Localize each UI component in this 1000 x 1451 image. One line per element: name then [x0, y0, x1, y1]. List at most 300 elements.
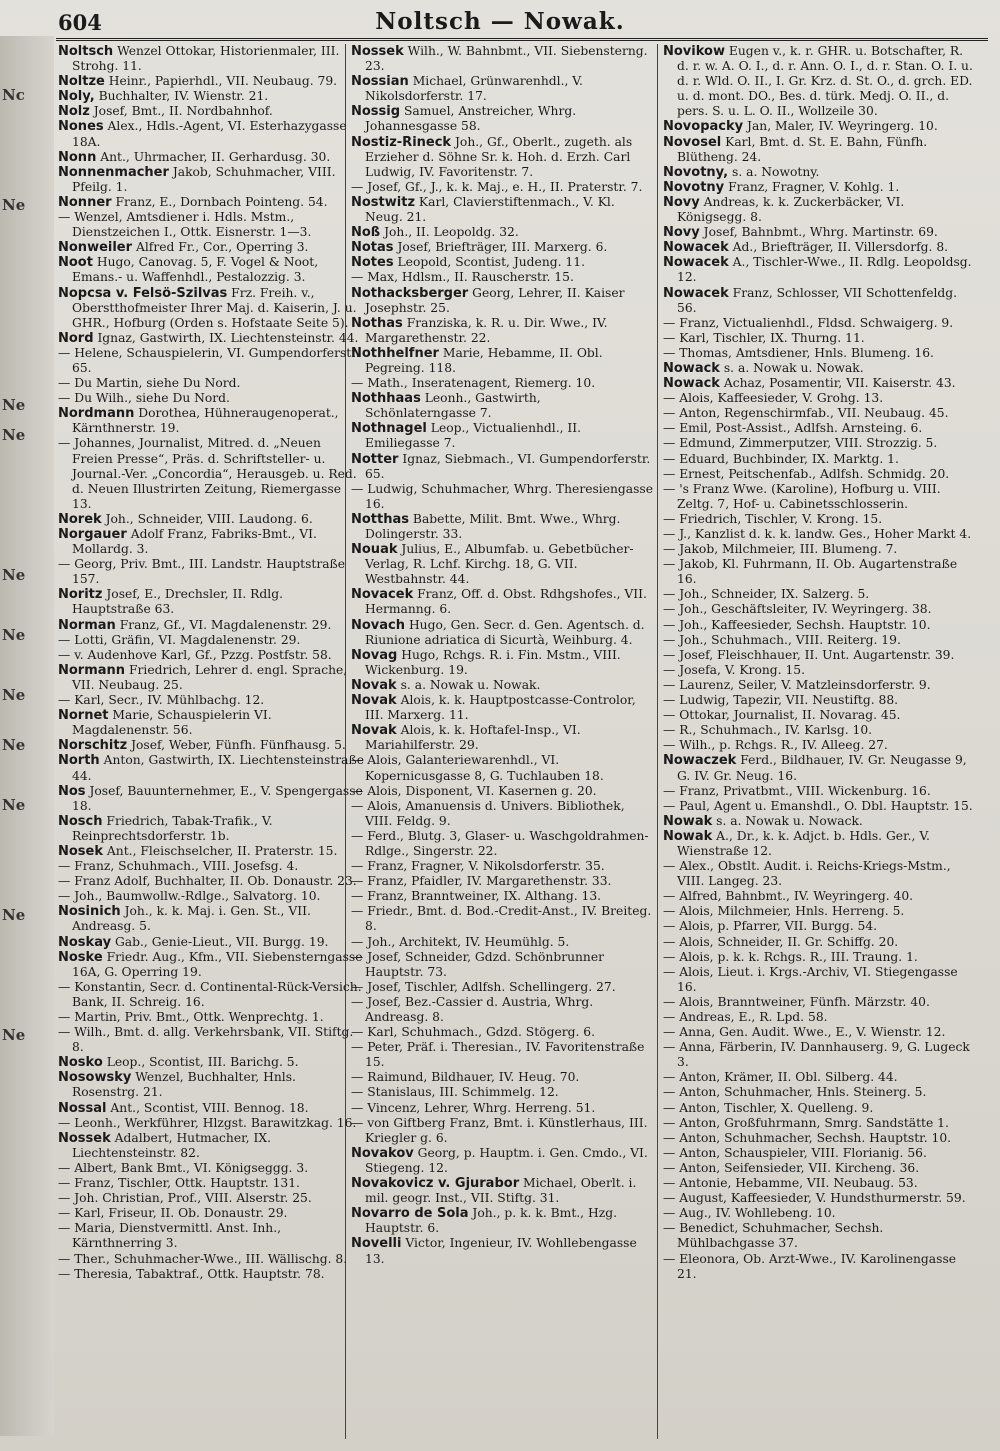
- directory-entry: [663, 648, 975, 663]
- entry-details: — Joh., Schneider, IX. Salzerg. 5.: [663, 587, 870, 602]
- entry-details: Josef, E., Drechsler, II. Rdlg. Hauptstraße 63.: [72, 587, 283, 617]
- column-2: [351, 44, 654, 1444]
- directory-entry: [351, 482, 654, 512]
- entry-details: — Josef, Tischler, Adlfsh. Schellingerg. 27.: [351, 979, 616, 994]
- directory-entry: [58, 693, 364, 708]
- directory-entry: [58, 74, 364, 89]
- entry-details: Jakob, Schuhmacher, VIII. Pfeilg. 1.: [72, 164, 336, 194]
- entry-details: Heinr., Papierhdl., VII. Neubaug. 79.: [104, 74, 338, 89]
- directory-entry: [58, 1221, 364, 1251]
- entry-details: Alois, k. k. Hauptpostcasse-Controlor, III. Marxerg. 11.: [365, 693, 636, 723]
- entry-details: — Josef, Gf., J., k. k. Maj., e. H., II. Praterstr. 7.: [351, 179, 643, 194]
- directory-entry: [351, 829, 654, 859]
- header-rule: [56, 38, 988, 41]
- directory-entry: [663, 391, 975, 406]
- directory-entry: [58, 89, 364, 104]
- directory-entry: [663, 1146, 975, 1161]
- entry-details: — Franz, Privatbmt., VIII. Wickenburg. 16.: [663, 783, 931, 798]
- directory-entry: [663, 316, 975, 331]
- entry-surname: Novosel: [663, 134, 722, 150]
- entry-surname: Nowak: [663, 828, 713, 844]
- directory-entry: [58, 1161, 364, 1176]
- entry-details: Joh., II. Leopoldg. 32.: [380, 225, 519, 240]
- entry-details: — von Giftberg Franz, Bmt. i. Künstlerhaus, III. Kriegler g. 6.: [351, 1115, 648, 1145]
- directory-entry: [58, 376, 364, 391]
- entry-details: Ignaz, Gastwirth, IX. Liechtensteinstr. 44.: [93, 330, 359, 345]
- directory-entry: [663, 723, 975, 738]
- directory-entry: [58, 1055, 364, 1070]
- entry-surname: Nonn: [58, 149, 97, 165]
- directory-entry: [58, 512, 364, 527]
- directory-entry: [663, 361, 975, 376]
- directory-entry: [351, 225, 654, 240]
- entry-details: — Alois, Branntweiner, Fünfh. Märzstr. 40.: [663, 994, 930, 1009]
- entry-surname: Nothhaas: [351, 391, 421, 407]
- entry-details: Josef, Bauunternehmer, E., V. Spengergasse 18.: [72, 783, 363, 813]
- entry-details: Gab., Genie-Lieut., VII. Burgg. 19.: [111, 934, 329, 949]
- entry-details: — Wilh., p. Rchgs. R., IV. Alleeg. 27.: [663, 738, 888, 753]
- entry-details: Julius, E., Albumfab. u. Gebetbücher-Verlag, R. Lchf. Kirchg. 18, G. VII. Westbahnstr. 44.: [365, 542, 634, 587]
- entry-details: — Ther., Schuhmacher-Wwe., III. Wällischg. 8.: [58, 1251, 348, 1266]
- entry-details: — Anton, Tischler, X. Quelleng. 9.: [663, 1100, 874, 1115]
- entry-details: — Karl, Schuhmach., Gdzd. Stögerg. 6.: [351, 1025, 596, 1040]
- directory-entry: [663, 814, 975, 829]
- entry-details: Franz, Gf., VI. Magdalenenstr. 29.: [115, 617, 332, 632]
- directory-entry: [351, 135, 654, 180]
- entry-details: — Alois, Schneider, II. Gr. Schiffg. 20.: [663, 934, 899, 949]
- directory-entry: [663, 1191, 975, 1206]
- directory-entry: [351, 346, 654, 376]
- entry-details: Andreas, k. k. Zuckerbäcker, VI. Königsegg. 8.: [677, 194, 905, 225]
- entry-details: Ferd., Bildhauer, IV. Gr. Neugasse 9, G. IV. Gr. Neug. 16.: [677, 753, 967, 783]
- margin-mark: Ne: [2, 626, 26, 644]
- entry-surname: Novakovicz v. Gjurabor: [351, 1176, 520, 1192]
- directory-entry: [663, 165, 975, 180]
- entry-details: — Du Martin, siehe Du Nord.: [58, 376, 241, 391]
- directory-entry: [663, 753, 975, 783]
- directory-entry: [58, 150, 364, 165]
- directory-entry: [351, 391, 654, 421]
- entry-details: Georg, Lehrer, II. Kaiser Josephstr. 25.: [365, 285, 625, 315]
- directory-entry: [663, 1176, 975, 1191]
- entry-details: Hugo, Canovag. 5, F. Vogel & Noot, Emans.- u. Waffenhdl., Pestalozzig. 3.: [72, 255, 319, 285]
- entry-details: — Joh., Schuhmach., VIII. Reiterg. 19.: [663, 632, 901, 647]
- entry-details: Franziska, k. R. u. Dir. Wwe., IV. Margarethenstr. 22.: [365, 315, 608, 345]
- directory-entry: [351, 587, 654, 617]
- directory-entry: [351, 452, 654, 482]
- entry-details: — August, Kaffeesieder, V. Hundsthurmerstr. 59.: [663, 1191, 966, 1206]
- entry-details: — Karl, Secr., IV. Mühlbachg. 12.: [58, 693, 265, 708]
- entry-details: — Max, Hdlsm., II. Rauscherstr. 15.: [351, 270, 574, 285]
- entry-details: — Anton, Schuhmacher, Hnls. Steinerg. 5.: [663, 1085, 927, 1100]
- page-header: [0, 4, 1000, 38]
- entry-details: Frz. Freih. v., Oberstthofmeister Ihrer Maj. d. Kaiserin, J. u. GHR., Hofburg (Orden s. Hofstaate Seite 5).: [72, 285, 357, 330]
- entry-details: — Joh., Kaffeesieder, Sechsh. Hauptstr. 10.: [663, 617, 931, 632]
- entry-details: — Josef, Schneider, Gdzd. Schönbrunner Hauptstr. 73.: [351, 949, 604, 979]
- directory-entry: [351, 195, 654, 225]
- entry-surname: Norgauer: [58, 527, 127, 542]
- entry-surname: Novopacky: [663, 119, 744, 135]
- entry-details: — Alex., Obstlt. Audit. i. Reichs-Kriegs-Mstm., VIII. Langeg. 23.: [663, 859, 951, 889]
- directory-entry: [663, 44, 975, 119]
- directory-entry: [58, 814, 364, 844]
- directory-entry: [58, 195, 364, 210]
- directory-entry: [663, 889, 975, 904]
- entry-details: Buchhalter, IV. Wienstr. 21.: [94, 89, 269, 104]
- entry-details: Franz, Fragner, V. Kohlg. 1.: [724, 179, 900, 194]
- directory-entry: [663, 950, 975, 965]
- entry-details: — Franz, Tischler, Ottk. Hauptstr. 131.: [58, 1176, 300, 1191]
- directory-entry: [663, 452, 975, 467]
- entry-details: — Martin, Priv. Bmt., Ottk. Wenprechtg. 1.: [58, 1010, 324, 1024]
- page-title: Noltsch — Nowak.: [375, 8, 625, 35]
- entry-details: — Leonh., Werkführer, Hlzgst. Barawitzkag. 16.: [58, 1115, 357, 1130]
- entry-details: — Eleonora, Ob. Arzt-Wwe., IV. Karolinengasse 21.: [663, 1251, 957, 1281]
- entry-details: s. a. Nowak u. Nowak.: [396, 677, 541, 692]
- entry-details: Anton, Gastwirth, IX. Liechtensteinstraße 44.: [72, 753, 364, 783]
- directory-entry: [58, 1010, 364, 1025]
- entry-details: Marie, Schauspielerin VI. Magdalenenstr. 56.: [72, 708, 272, 738]
- directory-entry: [663, 346, 975, 361]
- entry-details: — Friedr., Bmt. d. Bod.-Credit-Anst., IV. Breiteg. 8.: [351, 904, 652, 934]
- entry-details: Hugo, Gen. Secr. d. Gen. Agentsch. d. Riunione adriatica di Sicurtà, Weihburg. 4.: [365, 617, 645, 647]
- directory-entry: [351, 980, 654, 995]
- column-divider: [657, 44, 658, 1439]
- directory-entry: [663, 995, 975, 1010]
- entry-details: Joh., p. k. k. Bmt., Hzg. Hauptstr. 6.: [365, 1206, 617, 1236]
- directory-entry: [58, 587, 364, 617]
- entry-details: Wenzel, Buchhalter, Hnls. Rosenstrg. 21.: [72, 1070, 296, 1100]
- entry-details: — Alois, p. Pfarrer, VII. Burgg. 54.: [663, 919, 878, 934]
- directory-entry: [58, 165, 364, 195]
- entry-surname: Nothas: [351, 315, 403, 331]
- directory-entry: [351, 376, 654, 391]
- entry-details: — Wilh., Bmt. d. allg. Verkehrsbank, VII. Stiftg. 8.: [58, 1025, 354, 1055]
- entry-details: — Benedict, Schuhmacher, Sechsh. Mühlbachgasse 37.: [663, 1221, 884, 1251]
- entry-surname: Nossek: [351, 44, 404, 59]
- directory-entry: [663, 738, 975, 753]
- entry-details: Alex., Hdls.-Agent, VI. Esterhazygasse 18A.: [72, 119, 347, 149]
- entry-details: Joh., Gf., Oberlt., zugeth. als Erzieher d. Söhne Sr. k. Hoh. d. Erzh. Carl Ludwig, IV. Favoritenstr. 7.: [365, 134, 633, 179]
- entry-details: — Franz, Schuhmach., VIII. Josefsg. 4.: [58, 859, 299, 874]
- directory-entry: [663, 965, 975, 995]
- directory-entry: [351, 950, 654, 980]
- directory-entry: [663, 406, 975, 421]
- entry-surname: Novotny,: [663, 164, 729, 180]
- entry-surname: Novacek: [351, 587, 414, 603]
- directory-entry: [663, 859, 975, 889]
- entry-surname: Novak: [351, 723, 397, 739]
- entry-details: Babette, Milit. Bmt. Wwe., Whrg. Dolingerstr. 33.: [365, 511, 621, 541]
- entry-details: — Lotti, Gräfin, VI. Magdalenenstr. 29.: [58, 632, 301, 647]
- entry-surname: Novy: [663, 225, 700, 241]
- directory-entry: [351, 44, 654, 74]
- entry-details: — Ferd., Blutg. 3, Glaser- u. Waschgoldrahmen-Rdlge., Singerstr. 22.: [351, 828, 649, 858]
- entry-details: — Albert, Bank Bmt., VI. Königseggg. 3.: [58, 1160, 309, 1175]
- directory-entry: [58, 753, 364, 783]
- entry-surname: Nosinich: [58, 904, 121, 920]
- entry-details: — Anton, Regenschirmfab., VII. Neubaug. 45.: [663, 406, 949, 421]
- directory-entry: [351, 74, 654, 104]
- entry-surname: Noltsch: [58, 44, 114, 59]
- left-margin-strip: [0, 36, 54, 1436]
- entry-surname: Novikow: [663, 44, 725, 59]
- entry-details: Adalbert, Hutmacher, IX. Liechtensteinstr. 82.: [72, 1130, 271, 1160]
- entry-surname: Nornet: [58, 708, 109, 724]
- entry-details: — Joh., Architekt, IV. Heumühlg. 5.: [351, 934, 570, 949]
- entry-details: Karl, Clavierstiftenmach., V. Kl. Neug. 21.: [365, 194, 615, 225]
- entry-details: — Franz, Fragner, V. Nikolsdorferstr. 35.: [351, 859, 605, 874]
- directory-entry: [351, 693, 654, 723]
- entry-surname: Nothnagel: [351, 421, 427, 437]
- entry-surname: North: [58, 753, 100, 769]
- entry-details: — 's Franz Wwe. (Karoline), Hofburg u. VIII. Zeltg. 7, Hof- u. Cabinetsschlosserin.: [663, 481, 941, 511]
- entry-details: — Maria, Dienstvermittl. Anst. Inh., Kärnthnerring 3.: [58, 1221, 282, 1251]
- column-3: [663, 44, 975, 1444]
- entry-details: — Andreas, E., R. Lpd. 58.: [663, 1010, 828, 1024]
- entry-details: Wilh., W. Bahnbmt., VII. Siebensterng. 23.: [365, 44, 648, 74]
- entry-details: — Antonie, Hebamme, VII. Neubaug. 53.: [663, 1176, 918, 1191]
- directory-entry: [351, 723, 654, 753]
- directory-entry: [663, 1206, 975, 1221]
- directory-entry: [351, 542, 654, 587]
- entry-details: Samuel, Anstreicher, Whrg. Johannesgasse 58.: [365, 104, 577, 134]
- directory-entry: [663, 1221, 975, 1251]
- entry-surname: Nossig: [351, 104, 401, 120]
- entry-details: Ad., Briefträger, II. Villersdorfg. 8.: [728, 240, 949, 255]
- entry-details: — Anna, Gen. Audit. Wwe., E., V. Wienstr. 12.: [663, 1025, 946, 1040]
- directory-entry: [663, 557, 975, 587]
- directory-entry: [351, 678, 654, 693]
- entry-details: s. a. Nowotny.: [728, 164, 820, 179]
- entry-details: Ant., Fleischselcher, II. Praterstr. 15.: [103, 843, 338, 858]
- entry-details: — Ludwig, Tapezir, VII. Neustiftg. 88.: [663, 693, 899, 708]
- entry-surname: Nord: [58, 330, 94, 346]
- directory-entry: [663, 225, 975, 240]
- directory-entry: [663, 784, 975, 799]
- directory-entry: [58, 346, 364, 376]
- entry-details: Leop., Victualienhdl., II. Emiliegasse 7.: [365, 421, 582, 451]
- entry-surname: Nordmann: [58, 406, 135, 422]
- directory-entry: [663, 708, 975, 723]
- entry-surname: Noske: [58, 949, 103, 965]
- directory-entry: [58, 1101, 364, 1116]
- entry-details: Alfred Fr., Cor., Operring 3.: [132, 240, 309, 255]
- entry-details: Alois, k. k. Hoftafel-Insp., VI. Mariahilferstr. 29.: [365, 723, 581, 753]
- entry-details: A., Dr., k. k. Adjct. b. Hdls. Ger., V. Wienstraße 12.: [677, 828, 930, 858]
- directory-entry: [351, 1101, 654, 1116]
- entry-details: — Franz Adolf, Buchhalter, II. Ob. Donaustr. 23.: [58, 874, 357, 889]
- directory-entry: [58, 1191, 364, 1206]
- directory-entry: [663, 542, 975, 557]
- entry-details: — v. Audenhove Karl, Gf., Pzzg. Postfstr. 58.: [58, 647, 332, 662]
- directory-entry: [351, 935, 654, 950]
- directory-entry: [58, 980, 364, 1010]
- directory-entry: [58, 889, 364, 904]
- entry-details: — Alois, Amanuensis d. Univers. Bibliothek, VIII. Feldg. 9.: [351, 798, 625, 828]
- entry-details: Franz, Off. d. Obst. Rdhgshofes., VII. Hermanng. 6.: [365, 587, 647, 617]
- directory-entry: [351, 904, 654, 934]
- directory-entry: [663, 467, 975, 482]
- directory-entry: [58, 436, 364, 511]
- entry-details: — Anton, Schauspieler, VIII. Florianig. 56.: [663, 1145, 927, 1160]
- entry-details: Leop., Scontist, III. Barichg. 5.: [102, 1055, 299, 1070]
- entry-details: — Jakob, Milchmeier, III. Blumeng. 7.: [663, 542, 898, 557]
- directory-entry: [663, 1010, 975, 1025]
- entry-details: — Anton, Krämer, II. Obl. Silberg. 44.: [663, 1070, 898, 1085]
- entry-details: — Karl, Friseur, II. Ob. Donaustr. 29.: [58, 1206, 288, 1221]
- entry-details: Eugen v., k. r. GHR. u. Botschafter, R. d. r. w. A. O. I., d. r. Ann. O. I., d. r. Stan. O. I. u. d. r. Wld. O. II., I. Gr. Krz. d. St. O., d. grch. ED. u. d. mont. DO., Bes. d. türk. Medj. O. II., d. pers. S. u. L. O. II., Wollzeile 30.: [677, 44, 973, 119]
- directory-entry: [663, 1101, 975, 1116]
- entry-details: — Georg, Priv. Bmt., III. Landstr. Hauptstraße 157.: [58, 557, 346, 587]
- entry-surname: Nonnenmacher: [58, 164, 169, 180]
- directory-entry: [663, 527, 975, 542]
- entry-surname: Nonner: [58, 194, 112, 210]
- entry-surname: Nolz: [58, 104, 90, 120]
- entry-details: Franz, E., Dornbach Pointeng. 54.: [111, 194, 328, 209]
- entry-details: — Paul, Agent u. Emanshdl., O. Dbl. Hauptstr. 15.: [663, 798, 973, 813]
- directory-entry: [351, 1116, 654, 1146]
- entry-surname: Noß: [351, 225, 381, 241]
- entry-surname: Novach: [351, 617, 406, 633]
- entry-surname: Nosowsky: [58, 1070, 132, 1086]
- directory-entry: [663, 602, 975, 617]
- margin-mark: Ne: [2, 796, 26, 814]
- entry-details: Michael, Grünwarenhdl., V. Nikolsdorferstr. 17.: [365, 74, 583, 104]
- entry-details: — Konstantin, Secr. d. Continental-Rück-Versich. Bank, II. Schreig. 16.: [58, 979, 362, 1009]
- entry-surname: Notes: [351, 255, 394, 271]
- entry-details: — Emil, Post-Assist., Adlfsh. Arnsteing. 6.: [663, 421, 923, 436]
- directory-entry: [351, 1176, 654, 1206]
- entry-surname: Noskay: [58, 934, 112, 950]
- directory-entry: [351, 1146, 654, 1176]
- directory-entry: [58, 1131, 364, 1161]
- entry-details: s. a. Nowak u. Nowack.: [712, 813, 863, 828]
- directory-entry: [58, 286, 364, 331]
- entry-surname: Notthas: [351, 511, 410, 527]
- directory-entry: [58, 119, 364, 149]
- entry-details: — Josef, Bez.-Cassier d. Austria, Whrg. Andreasg. 8.: [351, 994, 594, 1024]
- directory-entry: [663, 799, 975, 814]
- directory-entry: [663, 1161, 975, 1176]
- entry-surname: Notas: [351, 240, 394, 256]
- entry-details: Josef, Bahnbmt., Whrg. Martinstr. 69.: [699, 225, 938, 240]
- directory-entry: [58, 874, 364, 889]
- entry-surname: Nos: [58, 783, 86, 799]
- directory-entry: [351, 1040, 654, 1070]
- directory-entry: [663, 331, 975, 346]
- directory-entry: [663, 693, 975, 708]
- entry-surname: Nothacksberger: [351, 285, 469, 301]
- directory-entry: [663, 436, 975, 451]
- entry-surname: Nones: [58, 119, 104, 135]
- entry-surname: Nosek: [58, 843, 104, 859]
- entry-details: Ignaz, Siebmach., VI. Gumpendorferstr. 65.: [365, 451, 651, 481]
- directory-entry: [663, 1040, 975, 1070]
- entry-surname: Noltze: [58, 74, 105, 90]
- directory-entry: [58, 44, 364, 74]
- directory-entry: [351, 995, 654, 1025]
- directory-entry: [58, 859, 364, 874]
- entry-surname: Nouak: [351, 542, 398, 558]
- entry-details: — Franz, Branntweiner, IX. Althang. 13.: [351, 889, 602, 904]
- entry-details: Ant., Uhrmacher, II. Gerhardusg. 30.: [96, 149, 331, 164]
- entry-details: Marie, Hebamme, II. Obl. Pegreing. 118.: [365, 345, 603, 375]
- entry-details: — Josefa, V. Krong. 15.: [663, 662, 806, 677]
- entry-surname: Nowacek: [663, 285, 729, 301]
- entry-details: Wenzel Ottokar, Historienmaler, III. Strohg. 11.: [72, 44, 340, 74]
- entry-surname: Nossek: [58, 1130, 111, 1146]
- directory-entry: [58, 1176, 364, 1191]
- entry-details: — Theresia, Tabaktraf., Ottk. Hauptstr. 78.: [58, 1266, 325, 1281]
- entry-details: — Ernest, Peitschenfab., Adlfsh. Schmidg. 20.: [663, 466, 950, 481]
- directory-entry: [351, 1085, 654, 1100]
- entry-details: Joh., Schneider, VIII. Laudong. 6.: [101, 511, 313, 526]
- entry-details: — Joh., Baumwollw.-Rdlge., Salvatorg. 10.: [58, 889, 321, 904]
- entry-details: — Alois, Kaffeesieder, V. Grohg. 13.: [663, 391, 884, 406]
- directory-entry: [58, 950, 364, 980]
- directory-entry: [663, 919, 975, 934]
- entry-details: — Anna, Färberin, IV. Dannhauserg. 9, G. Lugeck 3.: [663, 1040, 970, 1070]
- entry-details: — Laurenz, Seiler, V. Matzleinsdorferstr. 9.: [663, 677, 931, 692]
- entry-details: Leonh., Gastwirth, Schönlaterngasse 7.: [365, 391, 541, 421]
- directory-entry: [663, 663, 975, 678]
- entry-details: A., Tischler-Wwe., II. Rdlg. Leopoldsg. 12.: [677, 255, 972, 285]
- directory-entry: [663, 1116, 975, 1131]
- entry-surname: Nosch: [58, 813, 103, 829]
- directory-entry: [663, 678, 975, 693]
- directory-entry: [58, 633, 364, 648]
- directory-entry: [663, 421, 975, 436]
- directory-entry: [663, 618, 975, 633]
- margin-mark: Ne: [2, 566, 26, 584]
- directory-entry: [58, 1070, 364, 1100]
- directory-entry: [58, 1025, 364, 1055]
- directory-entry: [351, 648, 654, 678]
- entry-details: — Math., Inseratenagent, Riemerg. 10.: [351, 376, 596, 391]
- entry-details: — Josef, Fleischhauer, II. Unt. Augartenstr. 39.: [663, 647, 955, 662]
- margin-mark: Nc: [2, 86, 25, 104]
- directory-entry: [58, 391, 364, 406]
- entry-details: — Alfred, Bahnbmt., IV. Weyringerg. 40.: [663, 889, 914, 904]
- entry-details: — Jakob, Kl. Fuhrmann, II. Ob. Augartenstraße 16.: [663, 557, 958, 587]
- entry-details: — Alois, Milchmeier, Hnls. Herreng. 5.: [663, 904, 905, 919]
- margin-mark: Ne: [2, 1026, 26, 1044]
- directory-entry: [58, 618, 364, 633]
- directory-entry: [58, 1267, 364, 1282]
- directory-entry: [663, 1131, 975, 1146]
- entry-details: — Anton, Großfuhrmann, Smrg. Sandstätte 1.: [663, 1115, 949, 1130]
- entry-details: — Alois, p. k. k. Rchgs. R., III. Traung. 1.: [663, 949, 918, 964]
- page-number: 604: [58, 10, 102, 35]
- directory-entry: [58, 648, 364, 663]
- directory-entry: [58, 210, 364, 240]
- entry-surname: Novag: [351, 647, 398, 663]
- entry-surname: Nostwitz: [351, 194, 416, 210]
- directory-entry: [351, 753, 654, 783]
- entry-surname: Nossal: [58, 1100, 107, 1116]
- directory-entry: [58, 663, 364, 693]
- entry-details: Michael, Oberlt. i. mil. geogr. Inst., VII. Stiftg. 31.: [365, 1176, 637, 1206]
- entry-details: — Joh., Geschäftsleiter, IV. Weyringerg. 38.: [663, 602, 932, 617]
- directory-entry: [663, 935, 975, 950]
- directory-entry: [663, 633, 975, 648]
- entry-details: — Helene, Schauspielerin, VI. Gumpendorferstr. 65.: [58, 345, 360, 375]
- entry-details: — Raimund, Bildhauer, IV. Heug. 70.: [351, 1070, 580, 1085]
- directory-entry: [351, 180, 654, 195]
- entry-details: — Alois, Disponent, VI. Kasernen g. 20.: [351, 783, 597, 798]
- directory-entry: [58, 104, 364, 119]
